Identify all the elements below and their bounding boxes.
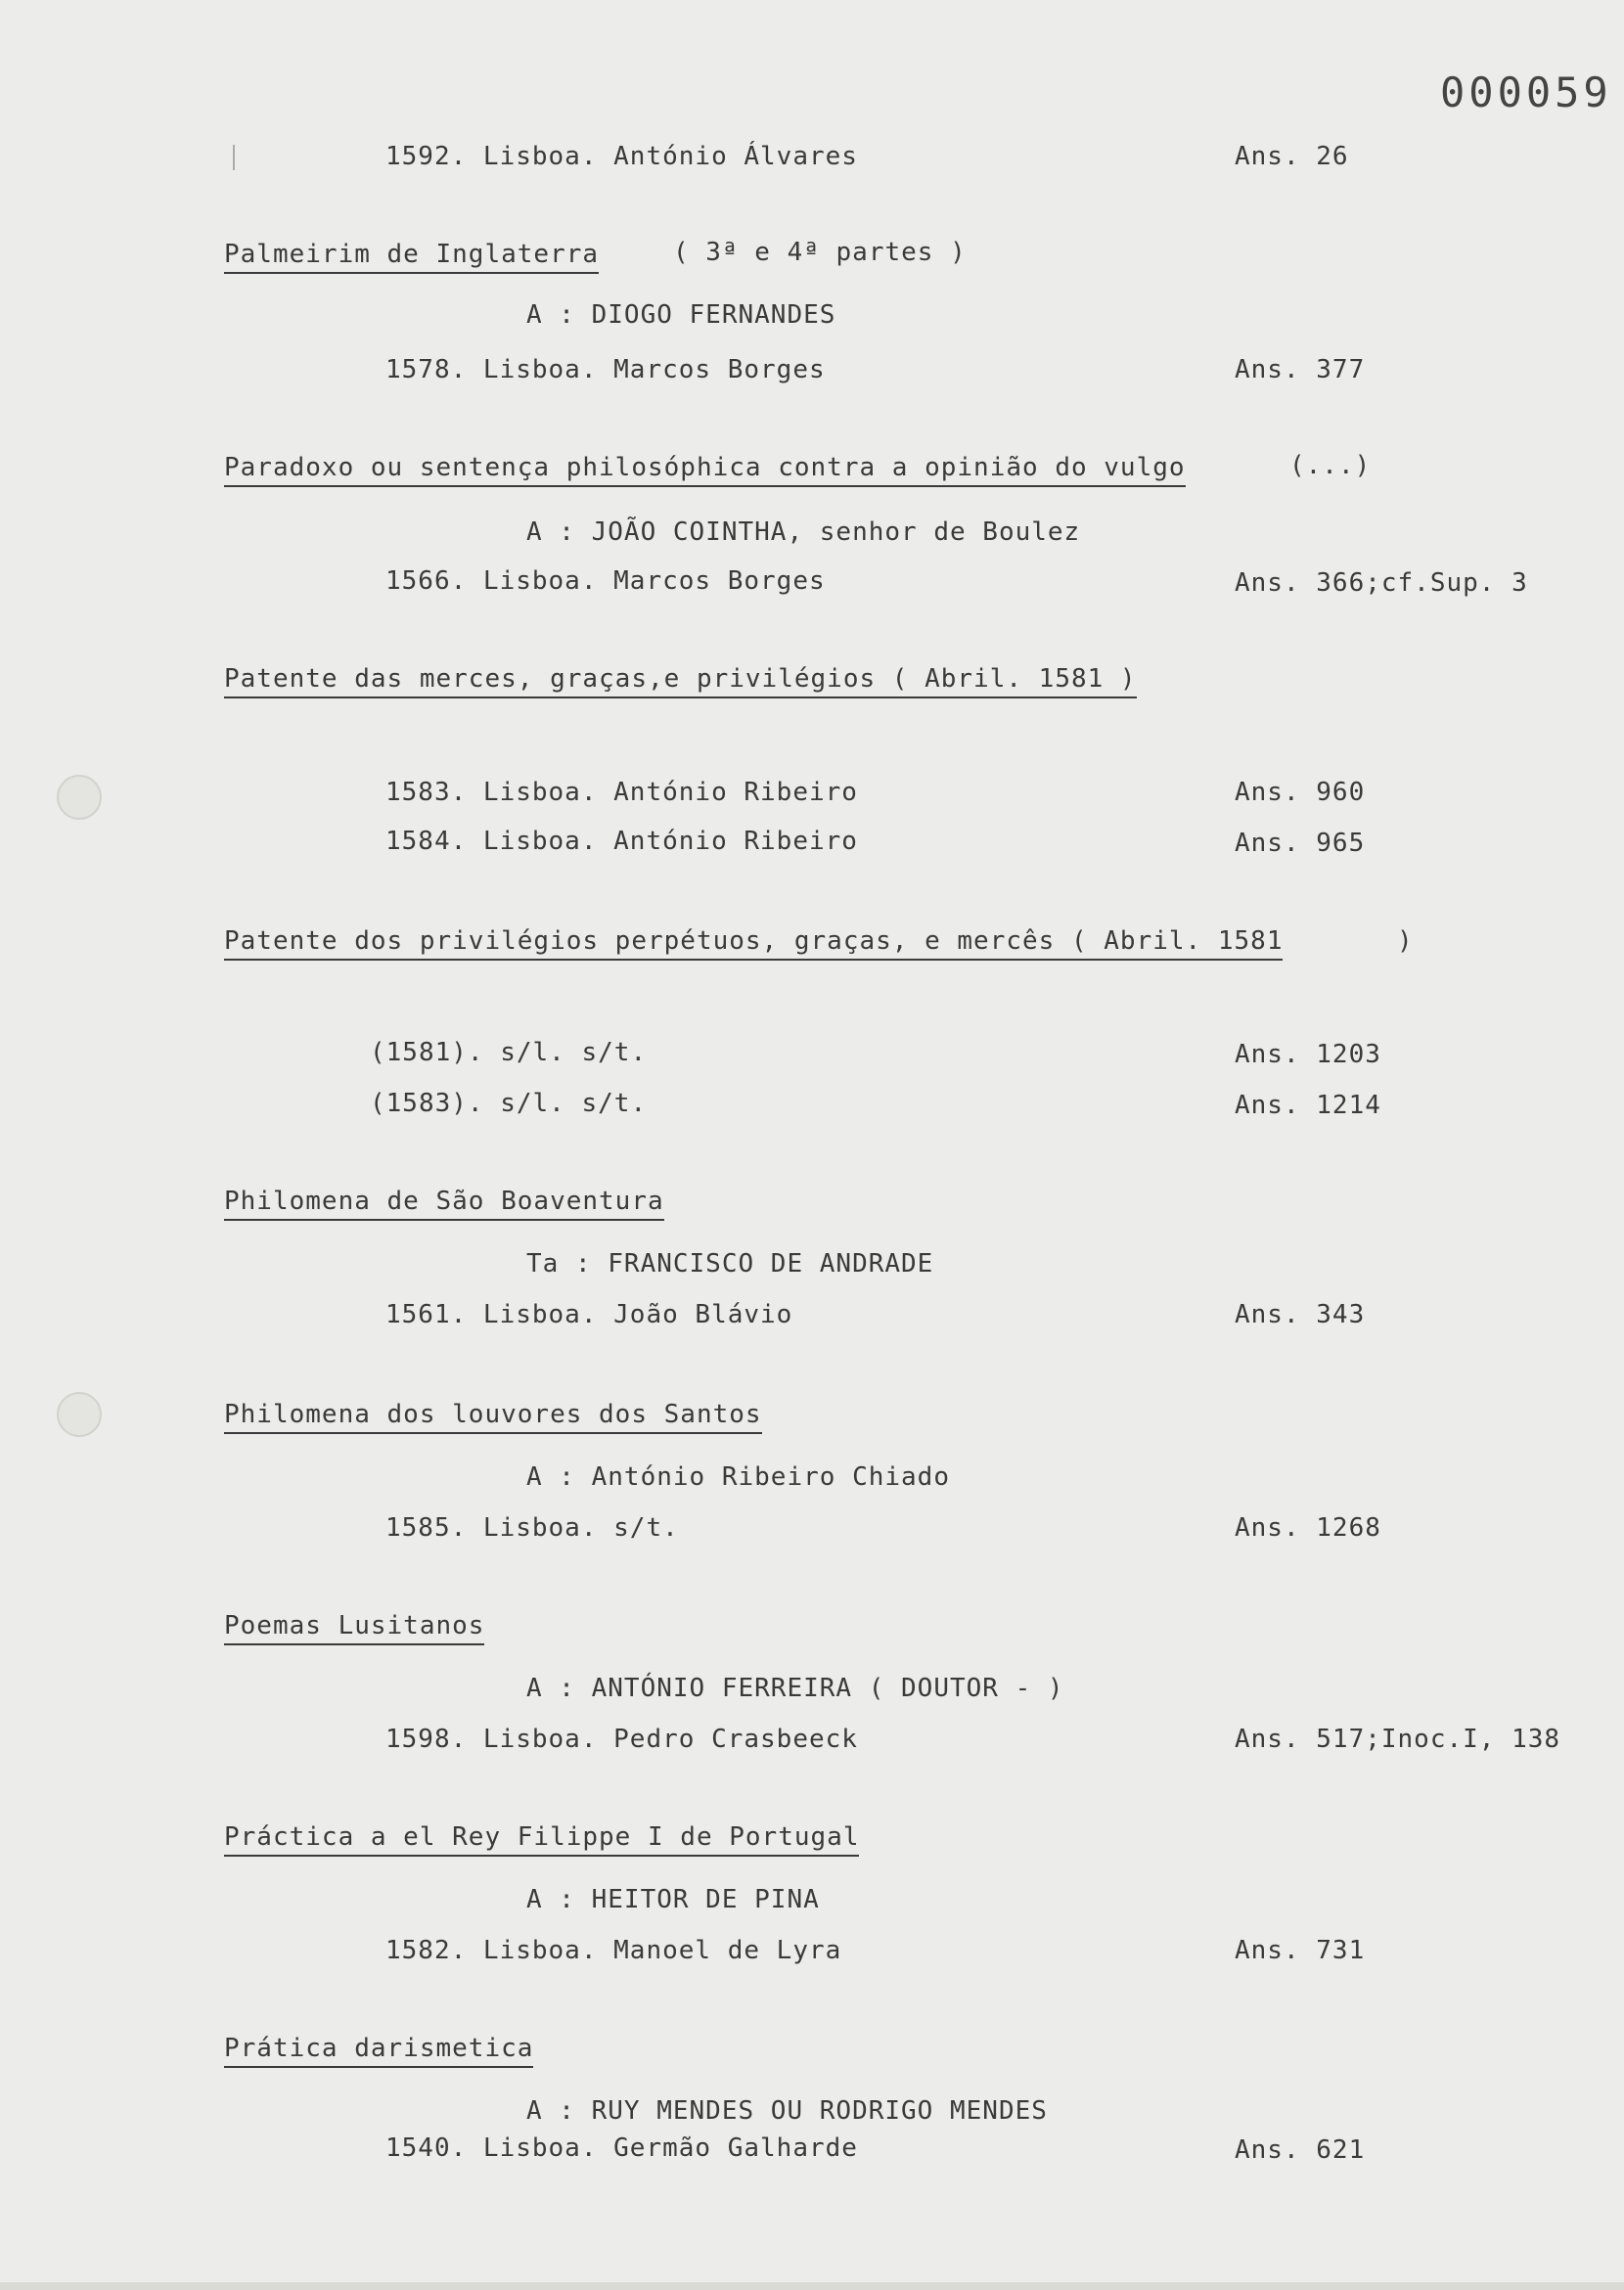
entry-title: Patente dos privilégios perpétuos, graças, e mercês ( Abril. 1581 bbox=[224, 925, 1283, 961]
author-line: Ta : FRANCISCO DE ANDRADE bbox=[526, 1249, 934, 1279]
title-note: (...) bbox=[1289, 451, 1372, 480]
reference: Ans. 1268 bbox=[1235, 1513, 1381, 1543]
entry-title: Poemas Lusitanos bbox=[224, 1610, 484, 1645]
title-note: ( 3ª e 4ª partes ) bbox=[673, 238, 967, 267]
author-line: A : DIOGO FERNANDES bbox=[526, 300, 836, 330]
entry-title: Prática darismetica bbox=[224, 2033, 533, 2068]
reference: Ans. 517;Inoc.I, 138 bbox=[1235, 1725, 1561, 1754]
reference: Ans. 731 bbox=[1235, 1936, 1366, 1965]
author-line: A : HEITOR DE PINA bbox=[526, 1885, 820, 1914]
imprint-line: (1583). s/l. s/t. bbox=[370, 1089, 648, 1118]
imprint-line: 1584. Lisboa. António Ribeiro bbox=[385, 827, 858, 856]
imprint-line: (1581). s/l. s/t. bbox=[370, 1038, 648, 1067]
author-line: A : António Ribeiro Chiado bbox=[526, 1462, 950, 1492]
imprint-line: 1582. Lisboa. Manoel de Lyra bbox=[385, 1936, 842, 1965]
imprint-line: 1598. Lisboa. Pedro Crasbeeck bbox=[385, 1725, 858, 1754]
reference: Ans. 366;cf.Sup. 3 bbox=[1235, 568, 1528, 598]
punch-hole-bottom bbox=[57, 1392, 102, 1437]
page-number: 000059 bbox=[1440, 68, 1612, 116]
reference: Ans. 960 bbox=[1235, 778, 1366, 807]
author-line: A : ANTÓNIO FERREIRA ( DOUTOR - ) bbox=[526, 1674, 1064, 1703]
entry-title: Philomena de São Boaventura bbox=[224, 1186, 664, 1221]
reference: Ans. 26 bbox=[1235, 142, 1349, 171]
author-line: A : RUY MENDES OU RODRIGO MENDES bbox=[526, 2096, 1048, 2126]
imprint-line: 1578. Lisboa. Marcos Borges bbox=[385, 355, 826, 384]
entry-title: Paradoxo ou sentença philosóphica contra a opinião do vulgo bbox=[224, 452, 1186, 487]
title-note: ) bbox=[1397, 926, 1414, 956]
entry-title: Philomena dos louvores dos Santos bbox=[224, 1399, 762, 1434]
imprint-line: 1561. Lisboa. João Blávio bbox=[385, 1300, 793, 1329]
author-line: A : JOÃO COINTHA, senhor de Boulez bbox=[526, 517, 1081, 547]
punch-hole-top bbox=[57, 775, 102, 820]
reference: Ans. 377 bbox=[1235, 355, 1366, 384]
reference: Ans. 965 bbox=[1235, 829, 1366, 858]
imprint-line: 1585. Lisboa. s/t. bbox=[385, 1513, 679, 1543]
imprint-line: 1540. Lisboa. Germão Galharde bbox=[385, 2133, 858, 2163]
reference: Ans. 1203 bbox=[1235, 1040, 1381, 1069]
margin-mark bbox=[233, 145, 235, 170]
entry-title: Palmeirim de Inglaterra bbox=[224, 239, 599, 274]
entry-title: Patente das merces, graças,e privilégios ( Abril. 1581 ) bbox=[224, 663, 1137, 698]
reference: Ans. 621 bbox=[1235, 2135, 1366, 2165]
imprint-line: 1592. Lisboa. António Álvares bbox=[385, 142, 858, 171]
imprint-line: 1583. Lisboa. António Ribeiro bbox=[385, 778, 858, 807]
page-bottom-edge bbox=[0, 2282, 1624, 2290]
reference: Ans. 1214 bbox=[1235, 1091, 1381, 1120]
reference: Ans. 343 bbox=[1235, 1300, 1366, 1329]
imprint-line: 1566. Lisboa. Marcos Borges bbox=[385, 566, 826, 596]
entry-title: Práctica a el Rey Filippe I de Portugal bbox=[224, 1821, 859, 1857]
